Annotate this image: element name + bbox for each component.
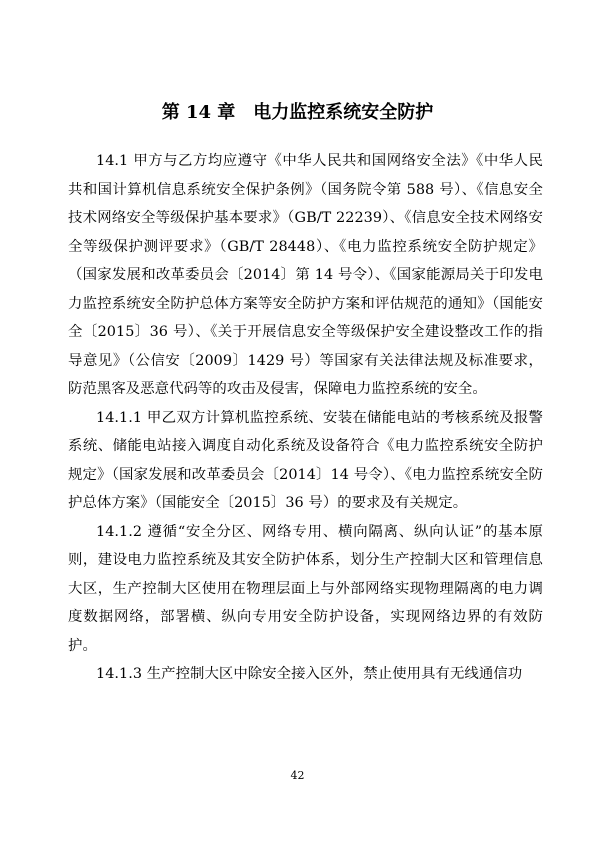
paragraph-14-1: 14.1 甲方与乙方均应遵守《中华人民共和国网络安全法》《中华人民共和国计算机信息系统安全保护条例》（国务院令第 588 号）、《信息安全技术网络安全等级保护基本要求》（GB/T 22239）、《信息安全技术网络安全等级保护测评要求》（GB/T 28448）、《电力监控系统安全防护规定》（国家发展和改革委员会〔2014〕第 14 号令）、《国家能源局关于印发电力监控系统安全防护总体方案等安全防护方案和评估规范的通知》（国能安全〔2015〕36 号）、《关于开展信息安全等级保护安全建设整改工作的指导意见》（公信安〔2009〕1429 号）等国家有关法律法规及标准要求，防范黑客及恶意代码等的攻击及侵害，保障电力监控系统的安全。 (68, 153, 543, 397)
paragraph-14-1-1: 14.1.1 甲乙双方计算机监控系统、安装在储能电站的考核系统及报警系统、储能电站接入调度自动化系统及设备符合《电力监控系统安全防护规定》（国家发展和改革委员会〔2014〕14 号令）、《电力监控系统安全防护总体方案》（国能安全〔2015〕36 号）的要求及有关规定。 (68, 409, 543, 511)
paragraph-14-1-2: 14.1.2 遵循“安全分区、网络专用、横向隔离、纵向认证”的基本原则，建设电力监控系统及其安全防护体系，划分生产控制大区和管理信息大区，生产控制大区使用在物理层面上与外部网络实现物理隔离的电力调度数据网络，部署横、纵向专用安全防护设备，实现网络边界的有效防护。 (68, 523, 543, 654)
document-body (68, 147, 543, 689)
chapter-title: 第 14 章 电力监控系统安全防护 (161, 102, 434, 123)
paragraph-14-1-3: 14.1.3 生产控制大区中除安全接入区外，禁止使用具有无线通信功 (96, 666, 523, 682)
page-number: 42 (290, 769, 305, 782)
